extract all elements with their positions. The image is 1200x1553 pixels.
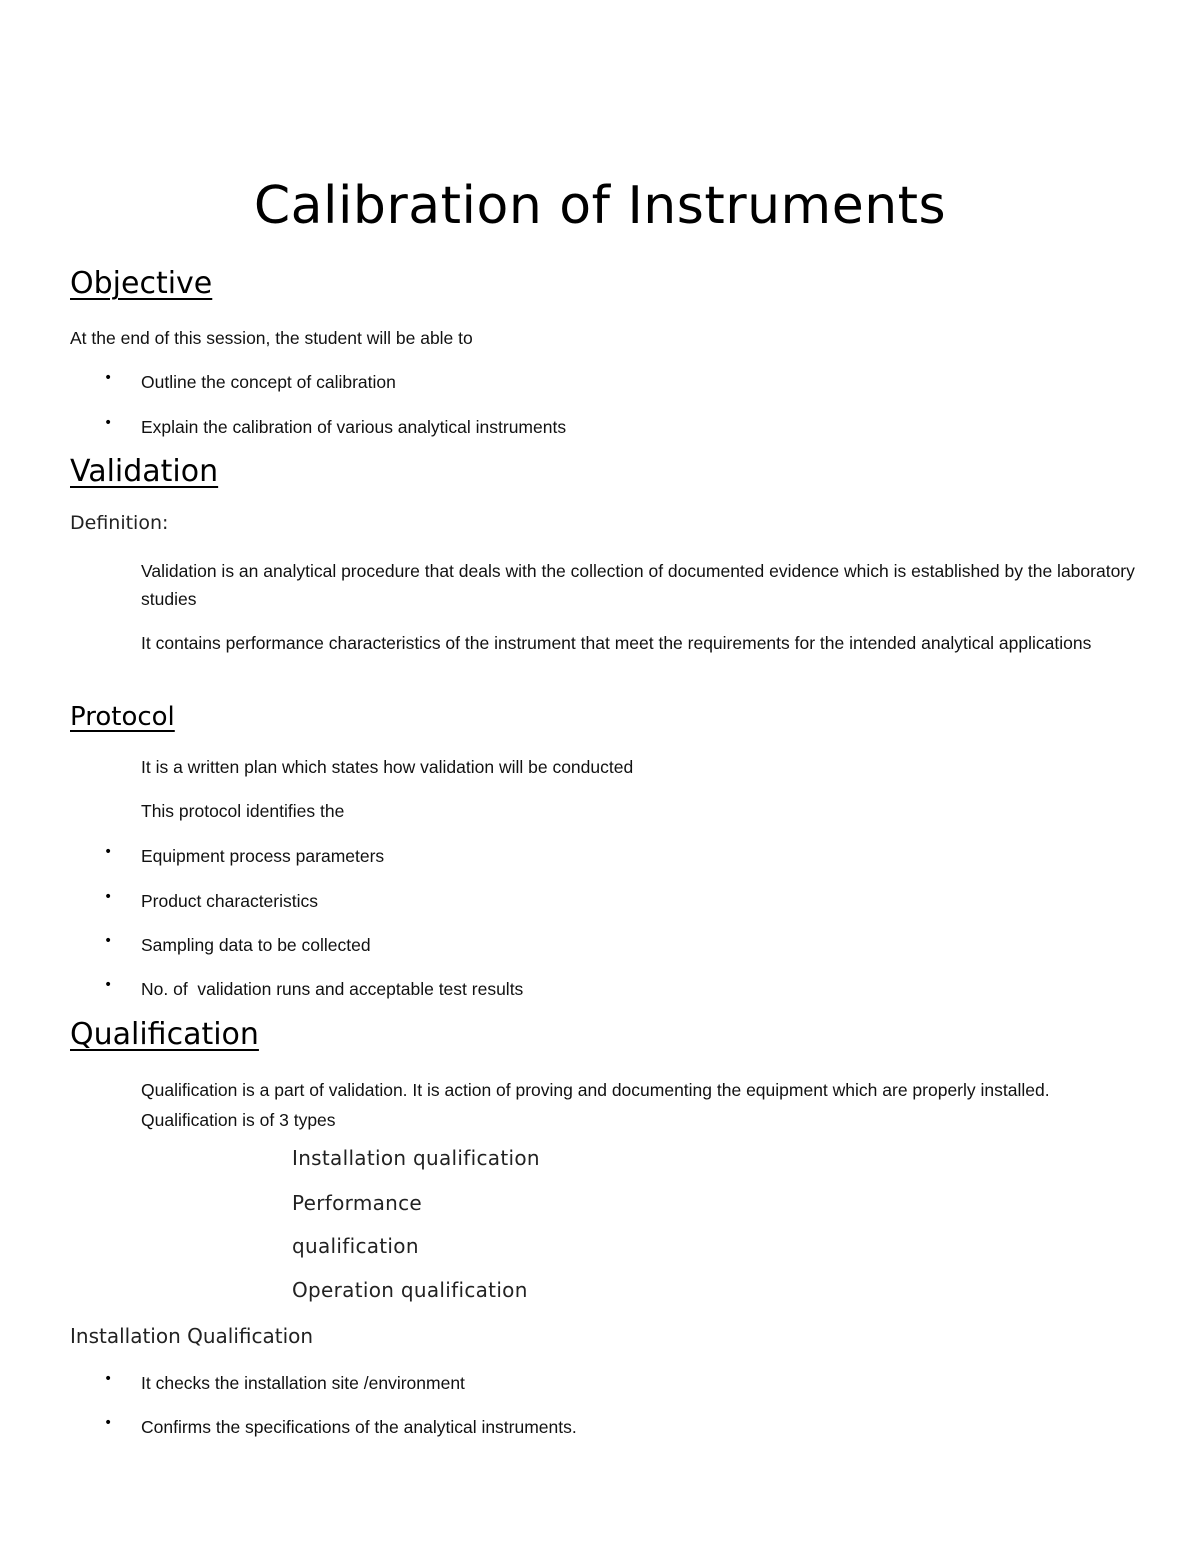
page-title: Calibration of Instruments: [253, 176, 947, 236]
qualification-type-2: Performance: [292, 1191, 423, 1215]
objective-intro: At the end of this session, the student will be able to: [70, 328, 473, 348]
bullet-icon: •: [104, 977, 113, 993]
bullet-icon: •: [104, 889, 113, 905]
protocol-paragraph-2: This protocol identifies the: [141, 801, 345, 821]
installation-bullet-1: It checks the installation site /environment: [141, 1373, 465, 1393]
bullet-icon: •: [104, 933, 113, 949]
bullet-icon: •: [104, 844, 113, 860]
protocol-bullet-4: No. of validation runs and acceptable test results: [141, 979, 524, 999]
qualification-type-3: qualification: [292, 1234, 419, 1258]
protocol-heading: Protocol: [70, 702, 175, 732]
protocol-bullet-3: Sampling data to be collected: [141, 935, 371, 955]
bullet-icon: •: [104, 1371, 113, 1387]
bullet-icon: •: [104, 1415, 113, 1431]
bullet-icon: •: [104, 415, 113, 431]
installation-bullet-2: Confirms the specifications of the analytical instruments.: [141, 1417, 577, 1437]
qualification-type-4: Operation qualification: [292, 1278, 528, 1302]
qualification-paragraph: Qualification is a part of validation. It is action of proving and documenting the equipment which are properly installed. Qualification is of 3 types: [141, 1080, 1050, 1130]
installation-qualification-label: Installation Qualification: [70, 1324, 314, 1348]
protocol-paragraph-1: It is a written plan which states how validation will be conducted: [141, 757, 634, 777]
validation-heading: Validation: [70, 454, 219, 489]
objective-bullet-1: Outline the concept of calibration: [141, 372, 396, 392]
protocol-bullet-1: Equipment process parameters: [141, 846, 385, 866]
bullet-icon: •: [104, 370, 113, 386]
validation-paragraph-2: It contains performance characteristics of the instrument that meet the requirements for the intended analytical applications: [141, 633, 1092, 653]
qualification-heading: Qualification: [70, 1017, 259, 1052]
definition-label: Definition:: [70, 512, 169, 534]
validation-paragraph-1: Validation is an analytical procedure that deals with the collection of documented evidence which is established by the laboratory studies: [141, 561, 1135, 609]
objective-heading: Objective: [70, 266, 213, 301]
protocol-bullet-2: Product characteristics: [141, 891, 319, 911]
qualification-type-1: Installation qualification: [292, 1146, 540, 1170]
objective-bullet-2: Explain the calibration of various analytical instruments: [141, 417, 567, 437]
